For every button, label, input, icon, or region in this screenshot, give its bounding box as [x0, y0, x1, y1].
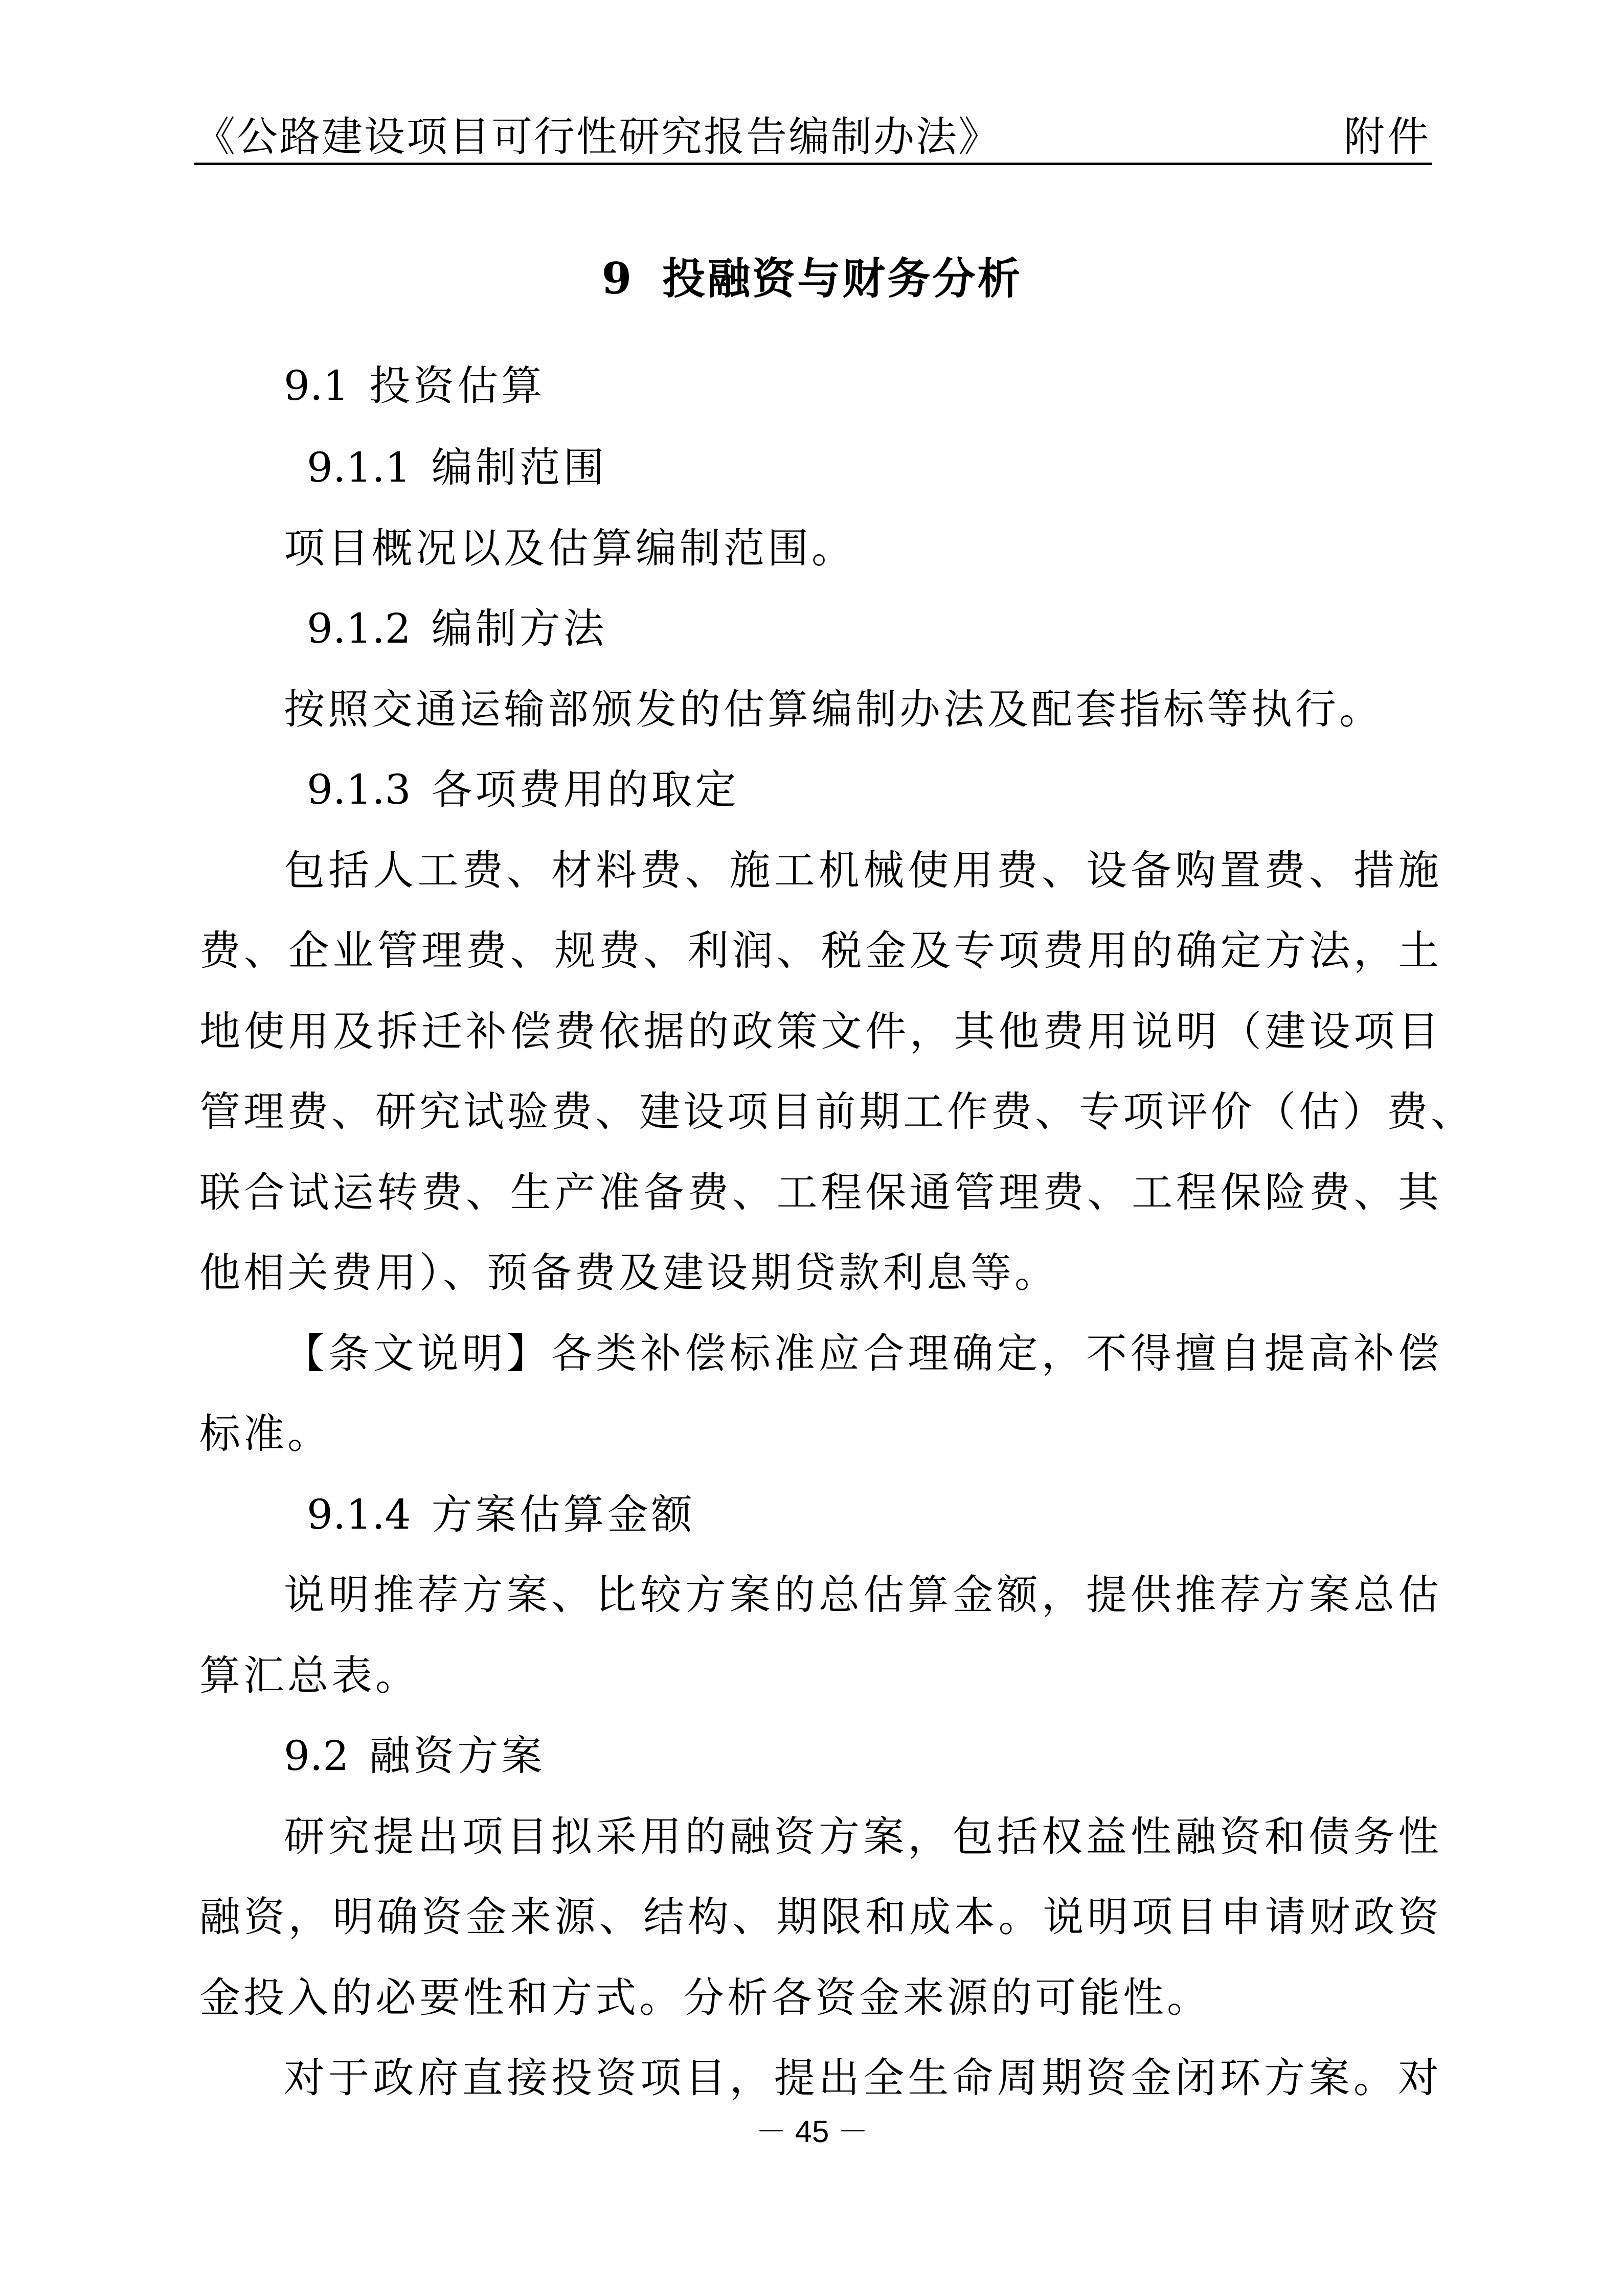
- section-heading-9-1-1: [307, 440, 607, 496]
- attachment-label: 附件: [1344, 113, 1432, 161]
- paragraph-line: 金投入的必要性和方式。分析各资金来源的可能性。: [199, 1974, 1211, 2021]
- chapter-number: 9: [601, 253, 634, 304]
- section-heading-9-2: [284, 1728, 545, 1784]
- section-number: 9.1.3: [307, 766, 411, 813]
- paragraph-9-1-1: 项目概况以及估算编制范围。: [284, 525, 855, 572]
- paragraph-line: 包括人工费、材料费、施工机械使用费、设备购置费、措施: [284, 847, 1442, 894]
- clause-note-line: 标准。: [199, 1410, 331, 1458]
- page-header: [194, 111, 1432, 165]
- section-number: 9.1: [284, 362, 349, 410]
- section-title: 投资估算: [369, 362, 546, 410]
- paragraph-line: 算汇总表。: [199, 1652, 419, 1699]
- clause-note-line: 【条文说明】各类补偿标准应合理确定，不得擅自提高补偿: [284, 1330, 1442, 1377]
- section-number: 9.1.1: [307, 444, 411, 491]
- paragraph-line: 管理费、研究试验费、建设项目前期工作费、专项评价（估）费、: [199, 1088, 1475, 1135]
- paragraph-line: 融资，明确资金来源、结构、期限和成本。说明项目申请财政资: [199, 1893, 1442, 1941]
- section-title: 各项费用的取定: [431, 766, 739, 813]
- section-number: 9.1.2: [307, 605, 411, 652]
- section-heading-9-1-4: [307, 1487, 695, 1543]
- section-title: 方案估算金额: [431, 1491, 695, 1538]
- section-title: 编制方法: [431, 605, 607, 652]
- chapter-title: 投融资与财务分析: [662, 253, 1023, 304]
- section-number: 9.1.4: [307, 1491, 411, 1538]
- section-title: 编制范围: [431, 444, 607, 491]
- paragraph-line: 联合试运转费、生产准备费、工程保通管理费、工程保险费、其: [199, 1169, 1442, 1216]
- paragraph-line: 地使用及拆迁补偿费依据的政策文件，其他费用说明（建设项目: [199, 1008, 1442, 1055]
- section-heading-9-1: [284, 358, 545, 414]
- paragraph-line: 研究提出项目拟采用的融资方案，包括权益性融资和债务性: [284, 1813, 1442, 1860]
- paragraph-line: 他相关费用）、预备费及建设期贷款利息等。: [199, 1249, 1058, 1297]
- section-heading-9-1-2: [307, 601, 607, 657]
- section-number: 9.2: [284, 1732, 349, 1780]
- paragraph-9-1-2: 按照交通运输部颁发的估算编制办法及配套指标等执行。: [284, 686, 1383, 733]
- paragraph-line: 费、企业管理费、规费、利润、税金及专项费用的确定方法，土: [199, 927, 1442, 974]
- chapter-heading: [0, 251, 1624, 307]
- document-title: 《公路建设项目可行性研究报告编制办法》: [194, 113, 1001, 161]
- page-number: － 45 －: [755, 2115, 869, 2149]
- section-title: 融资方案: [369, 1732, 546, 1780]
- section-heading-9-1-3: [307, 762, 739, 818]
- paragraph-line: 说明推荐方案、比较方案的总估算金额，提供推荐方案总估: [284, 1571, 1442, 1619]
- paragraph-line: 对于政府直接投资项目，提出全生命周期资金闭环方案。对: [284, 2054, 1442, 2102]
